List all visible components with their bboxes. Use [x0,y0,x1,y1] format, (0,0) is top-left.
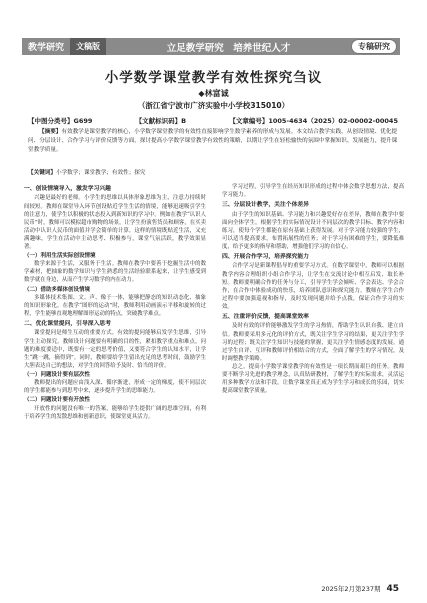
paragraph: 教师提出的问题应由浅入深、循序渐进，形成一定的梯度，使不同层次的学生都能参与到思考中来，逐步提升学生的思维能力。 [24,380,206,395]
paragraph: 数学来源于生活，又服务于生活。教师在教学中要善于挖掘生活中的数学素材，把抽象的数学知识与学生熟悉的生活经验联系起来，让学生感受到数学就在身边，从而产生学习数学的内在动力。 [24,261,206,284]
column-badge: 专稿研究 [351,39,397,54]
header-slogan: 立足教学研究 培养世纪人才 [166,42,291,54]
paragraph: 多媒体技术集图、文、声、像于一体，能够把静态的知识动态化、抽象的知识形象化。在教学“图形的运动”时，教师利用动画演示平移和旋转的过程，学生能够直观地理解图形运动的特点，突破教学难点。 [24,294,206,317]
section-heading: 一、创设情境导入，激发学习兴趣 [24,186,111,192]
subsection-label: 文稿版 [70,38,106,55]
keywords-label: 【关键词】 [28,170,56,176]
clc-number: 【中图分类号】G699 [28,117,93,125]
article-id: 【文章编号】1005-4634（2025）02-00002-00045 [229,117,398,125]
paragraph: 合作学习是新课程倡导的重要学习方式。在数学课堂中，教师可以根据教学内容合理组织小组合作学习，让学生在交流讨论中相互启发、取长补短。教师要明确合作的任务与分工，引导学生学会倾听、学会表达、学会合作，在合作中体验成功的快乐，培养团队意识和探究能力。教师在学生合作过程中要加强巡视和指导，及时发现问题并给予点拨，保证合作学习的实效。 [222,263,404,310]
abstract-label: 【摘要】 [39,129,62,135]
section-heading: 五、注重评价反馈，提高课堂效率 [222,314,309,321]
article-affiliation: （浙江省宁波市广济实验中小学校315010） [137,101,290,110]
body-column-left [24,183,206,575]
article-title: 小学数学课堂教学有效性探究刍议 [104,70,323,86]
subsection-heading: （一）利用生活实际创设情境 [24,253,96,260]
paragraph: 开放性的问题没有唯一的答案，能够给学生提供广阔的思维空间，有利于培养学生的发散思维和创新意识，使课堂更具活力。 [24,405,206,420]
abstract-text: 有效教学是课堂教学的核心，小学数学课堂教学的有效性直接影响学生数学素养的形成与发展。本文结合教学实践，从创设情境、优化提问、分层设计、合作学习与评价反馈等方面，探讨提高小学数学课堂教学有效性的策略，以期让学生在轻松愉快的氛围中掌握知识、发展能力，提升课堂教学质量。 [28,129,398,154]
subsection-heading: （一）问题设计要有层次性 [24,371,91,378]
section-label: 教学研究 [28,43,65,53]
paragraph: 课堂提问是师生互动的重要方式。有效的提问能够启发学生思维，引导学生主动探究。教师设计问题要有明确的目的性，紧扣教学重点和难点，问题的难度要适中，既要有一定的思考价值，又要符合学生的认知水平，让学生“跳一跳，摘得到”。同时，教师要给学生留出充足的思考时间，鼓励学生大胆表达自己的想法，对学生的回答给予及时、恰当的评价。 [24,330,206,369]
paragraph: 兴趣是最好的老师。小学生的思维以具体形象思维为主，注意力持续时间较短。教师在课堂导入环节创设贴近学生生活的情境，能够迅速吸引学生的注意力，使学生以积极的状态投入到新知识的学习中。例如在教学“认识人民币”时，教师可以模拟超市购物的场景，让学生扮演售货员和顾客，在买卖活动中认识人民币的面值并学会简单的计算。这样的情境既贴近生活，又充满趣味，学生在活动中主动思考、积极参与，课堂气氛活跃，教学效果显著。 [24,195,206,250]
paragraph: 及时有效的评价能够激发学生的学习热情，帮助学生认识自我、建立自信。教师要采用多元化的评价方式，既关注学生学习的结果，更关注学生学习的过程；既关注学生知识与技能的掌握，更关注学生情感态度的发展。通过学生自评、互评和教师评价相结合的方式，全面了解学生的学习情况，及时调整教学策略。 [222,323,404,362]
section-heading: 三、分层设计教学，关注个体差异 [222,202,309,209]
page-number: 45 [386,584,399,594]
journal-header [22,38,400,55]
abstract [28,128,400,156]
subsection-heading: （二）问题设计要有开放性 [24,397,91,404]
paragraph: 总之，提高小学数学课堂教学的有效性是一项长期而艰巨的任务。教师要不断学习先进的教学理念，认真钻研教材，了解学生的实际需求，灵活运用多种教学方法和手段，让数学课堂真正成为学生学习和成长的乐园，切实提高课堂教学质量。 [222,363,404,395]
article-author: ◆林富诚 [198,89,229,98]
paragraph: 学习过程，引导学生在经历知识形成的过程中体会数学思想方法，提高学习能力。 [222,184,404,199]
article-meta [28,116,398,125]
document-code: 【文献标识码】B [135,117,187,125]
keywords-text: 小学数学；课堂教学；有效性；探究 [55,170,146,176]
subsection-heading: （二）借助多媒体创设情境 [24,286,91,293]
section-heading: 四、开展合作学习，培养探究能力 [222,254,309,261]
issue-info: 2025年2月第237期 [321,585,381,593]
body-column-right [222,183,404,575]
page-footer [321,584,399,594]
section-heading: 二、优化课堂提问，引导深入思考 [24,321,111,328]
keywords [28,169,400,178]
paragraph: 由于学生的知识基础、学习能力和兴趣爱好存在差异，教师在教学中要面向全体学生，根据学生的实际情况设计不同层次的教学目标、教学内容和练习，使每个学生都能在原有基础上获得发展。对于学习能力较强的学生，可以适当提高要求，布置拓展性的任务；对于学习有困难的学生，要降低难度，给予更多的指导和帮助，增强他们学习的自信心。 [222,211,404,250]
